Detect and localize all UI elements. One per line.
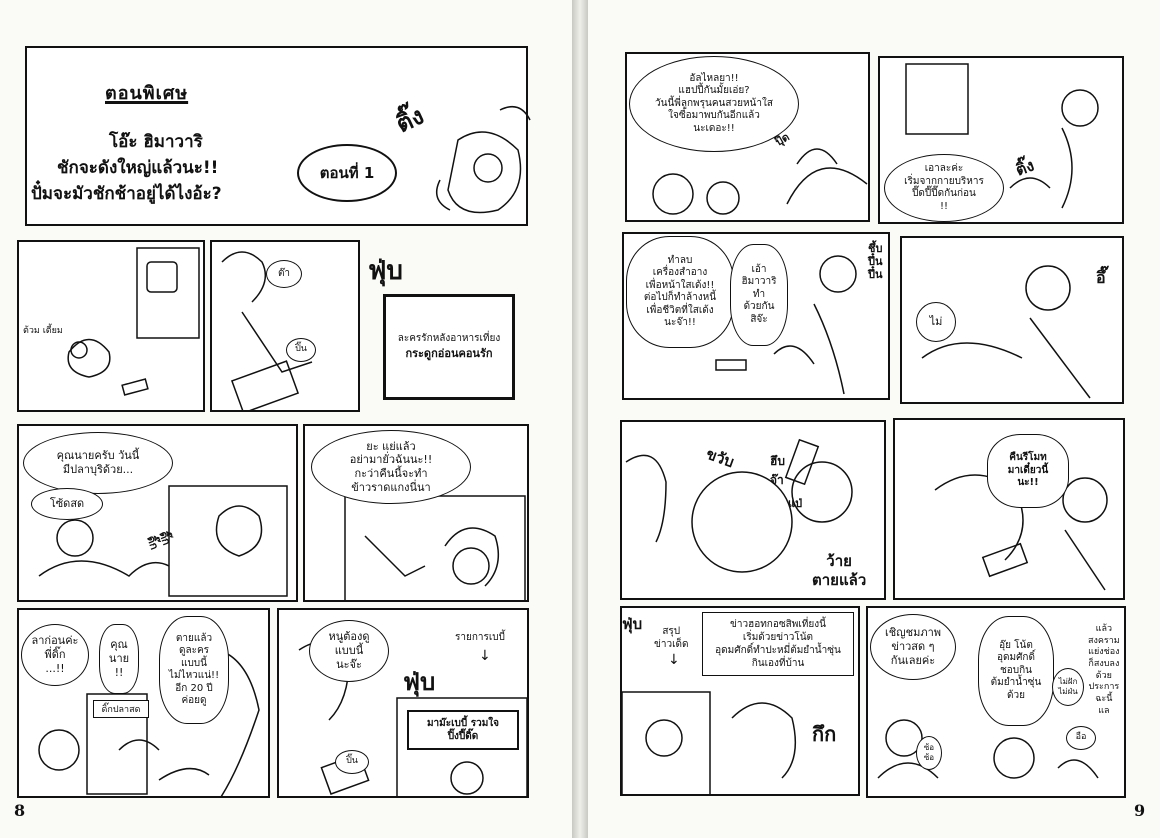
panel-l2-3 (365, 244, 529, 412)
drama-balloon-1: ลาก่อนค่ะ พี่ดิ๊ก ...!! (21, 624, 89, 686)
panel-r4-1 (620, 606, 860, 796)
panel-l2-1 (17, 240, 205, 412)
panel-r1-2 (878, 56, 1124, 224)
misae-tv-balloon: ตายแล้ว ดูละคร แบบนี้ ไม่ไหวแน่!! อีก 20 ปี ค่อยดู (159, 616, 229, 724)
crawl-label: ต้วม เตี้ยม (23, 326, 63, 336)
sfx-pud: ปุ๊ด (772, 130, 792, 149)
program-title-box: มาม๊ะเบบี้ รวมใจ ปิ๊งปี๊ดิ๊ด (407, 710, 519, 750)
gossip-news-box: ข่าวฮอทกอซสิพเที่ยงนี้ เริ่มด้วยข่าวโน้ต อุดมศักดิ์ทำปะหมี่ต้มยำน้ำซุ่น กินเองที่บ้าน (702, 612, 854, 676)
shinchan-leap-art (0, 0, 572, 240)
program-label: รายการเบบี้ (455, 632, 505, 643)
small-balloon-2: ซ้อ ซ้อ (916, 736, 942, 770)
panel-l3-2 (303, 424, 529, 602)
panel-l4-1 (17, 608, 270, 798)
panel-l3-1 (17, 424, 298, 602)
fishmonger-balloon-1: คุณนายครับ วันนี้ มีปลาบุริด้วย... (23, 432, 173, 494)
sfx-ta-balloon: ต๊า (266, 260, 302, 288)
news-label-arrow: ↓ (668, 652, 680, 668)
program-arrow: ↓ (479, 648, 491, 664)
sfx-shin: ชึ้บ ปึ๋น ปึ๋น (868, 242, 883, 282)
sfx-dik: ดิ๊ก ดิ๊ก (143, 529, 174, 552)
sfx-ue-right: อึ๊ (1096, 268, 1106, 287)
book-gutter (572, 0, 588, 838)
sfx-fup-left-2: ฟุ่บ (403, 668, 436, 696)
panel-l4-2 (277, 608, 529, 798)
drama-balloon-2: คุณ นาย !! (99, 624, 139, 694)
sfx-kik: กึก (812, 722, 837, 746)
live-news-balloon: เชิญชมภาพ ข่าวสด ๆ กันเลยค่ะ (870, 614, 956, 680)
episode-badge: ตอนที่ 1 (297, 144, 397, 202)
tv-line-2: กระดูกอ่อนคอนรัก (405, 347, 493, 361)
sfx-pin-balloon: ปิ๊น (286, 338, 316, 362)
panel-r2-2 (900, 236, 1124, 404)
do-together-balloon: เอ้า ฮิมาวาริ ทำ ด้วยกัน สิจ๊ะ (730, 244, 788, 346)
fishmonger-balloon-2: โซ้ดสด (31, 488, 103, 520)
small-balloon-1: ไม่ฝัก ไม่ฝ่น (1052, 668, 1084, 706)
host-balloon: อัลไหลยา!! แฮปปี้กันมั้ยเอ่ย? วันนี้พี่ลูกพรุนคนสวยหน้าใส ใจซื่อมาพบกันอีกแล้ว นะเดอะ!! (629, 56, 799, 152)
sfx-pae: แป่ (788, 497, 803, 510)
panel-r3-2 (893, 418, 1125, 600)
sfx-ting-right: ติ๊ง (1012, 155, 1037, 180)
exercise-balloon: เอาละค่ะ เริ่มจากกายบริหาร ปี๊ดปี๊ปี๊ดกันก่อน !! (884, 154, 1004, 222)
sfx-fup-left: ฟุ่บ (368, 256, 403, 286)
sfx-ue-balloon: อือ (1066, 726, 1096, 750)
panel-r4-2 (866, 606, 1126, 798)
panel-l2-2 (210, 240, 360, 412)
title-line-3: ปั๋มจะมัวชักช้าอยู่ได้ไงอ้ะ? (31, 184, 222, 204)
sfx-ting-left: ติ๊ง (391, 101, 429, 139)
panel-r3-1 (620, 420, 886, 600)
give-back-remote-balloon: คืนรีโมท มาเดี๋ยวนี้ นะ!! (987, 434, 1069, 508)
note-likes-balloon: อุ๊ย โน้ต อุดมศักดิ์ ชอบกิน ต้มยำน้ำซุ่น ด้วย (978, 616, 1054, 726)
sfx-fup-right: ฟุ่บ (622, 615, 643, 633)
page-number-left: 8 (14, 801, 26, 820)
sfx-wub: ขวับ (703, 444, 737, 472)
tv-screen (383, 294, 515, 400)
news-label: สรุป ข่าวเด็ด (654, 626, 689, 650)
title-line-1: โอ๊ะ ฮิมาวาริ (109, 132, 203, 152)
sfx-mai-balloon: ไม่ (916, 302, 956, 342)
sfx-hueb: ฮึบ จ๊า (770, 454, 785, 487)
page-number-right: 9 (1134, 801, 1146, 820)
panel-r1-1 (625, 52, 870, 222)
title-line-2: ชักจะดังใหญ่แล้วนะ!! (57, 158, 219, 178)
war-ended-text: แล้ว สงคราม แย่งช่อง ก็สงบลง ด้วย ประการ ฉะนี้ แล (1088, 624, 1120, 716)
cosmetics-balloon: ทำลบ เครื่องสำอาง เพื่อหน้าใสเด้ง!! ต่อไปก็ทำล้างหนี้ เพื่อชีวิตที่ใสเด้ง นะจ๊า!! (626, 236, 734, 348)
tv-line-1: ละครรักหลังอาหารเที่ยง (397, 333, 501, 345)
sfx-pin-left-2: ปิ๊น (335, 750, 369, 774)
text-wai: ว้าย ตายแล้ว (812, 552, 867, 589)
misae-balloon: ยะ แย่แล้ว อย่ามายั่วฉันนะ!! กะว่าคืนนี้จะทำ ข้าวราดแกงนี่นา (311, 430, 471, 504)
fish-shop-sign: ดิ๊กปลาสด (93, 700, 149, 718)
panel-r2-1 (622, 232, 890, 400)
misae-balloon-2: หนูต้องดู แบบนี้ นะจ๊ะ (309, 620, 389, 682)
title-heading: ตอนพิเศษ (105, 83, 189, 104)
